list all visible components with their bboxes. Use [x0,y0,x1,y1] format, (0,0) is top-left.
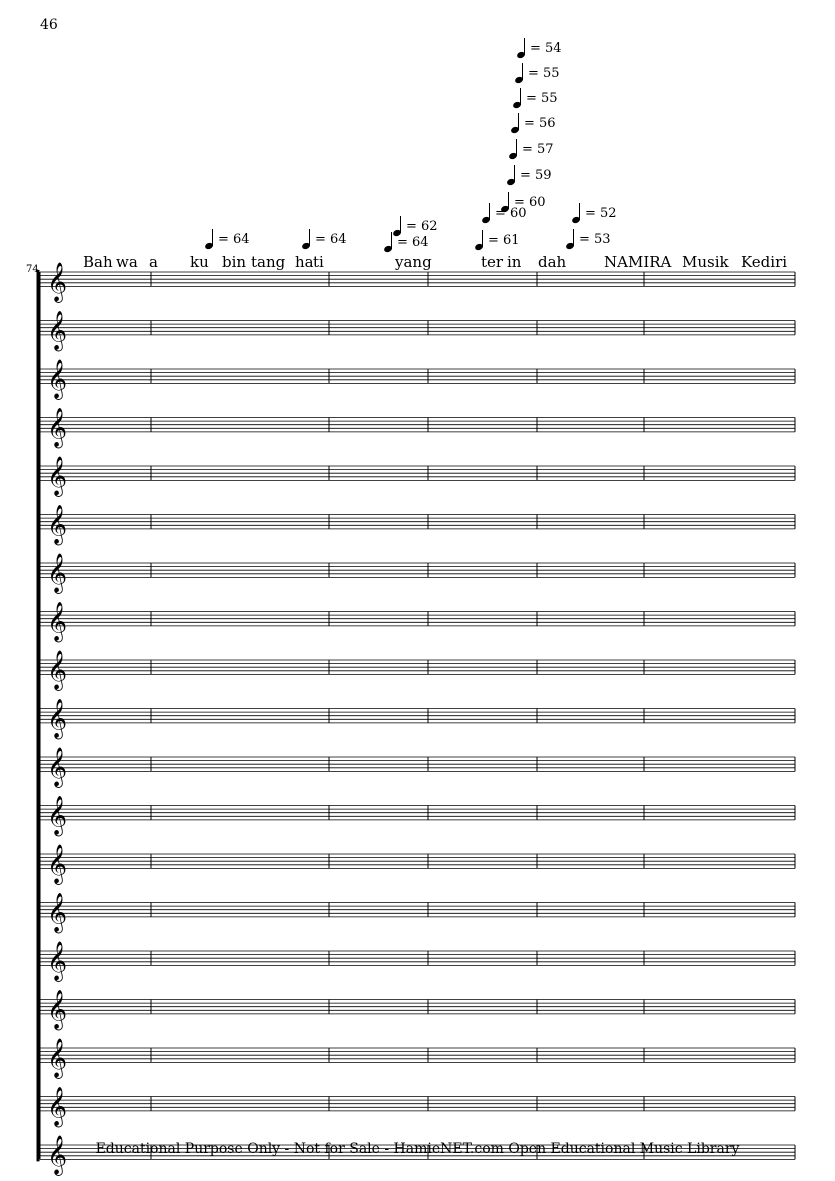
treble-clef-icon: 𝄞 [47,989,68,1030]
measure-number: 74 [26,264,39,275]
tempo-mark: = 64 [302,229,347,249]
staff [40,505,795,546]
lyric-syllable: Bah [83,253,113,271]
treble-clef-icon: 𝄞 [47,407,68,448]
treble-clef-icon: 𝄞 [47,1135,68,1175]
staff [40,796,795,837]
staff [40,844,795,885]
tempo-mark: = 56 [511,113,556,133]
lyric-syllable: a [149,253,158,271]
treble-clef-icon: 𝄞 [47,601,68,642]
treble-clef-icon: 𝄞 [47,698,68,739]
staff [40,262,795,303]
tempo-mark: = 52 [572,203,617,223]
staff [40,456,795,497]
staff [40,1087,795,1128]
treble-clef-icon: 𝄞 [47,941,68,981]
treble-clef-icon: 𝄞 [47,504,68,545]
lyric-syllable: bin [222,253,247,271]
tempo-mark: = 64 [205,229,250,249]
staff [40,553,795,594]
treble-clef-icon: 𝄞 [47,1038,68,1078]
lyric-syllable: ter [481,253,504,271]
staff [40,408,795,449]
treble-clef-icon: 𝄞 [47,844,68,884]
page-number: 46 [40,17,58,33]
treble-clef-icon: 𝄞 [47,892,68,933]
lyric-syllable: in [507,253,522,271]
staff [40,893,795,934]
lyric-syllable: ku [190,253,209,271]
treble-clef-icon: 𝄞 [47,650,68,690]
tempo-mark: = 62 [393,216,438,236]
treble-clef-icon: 𝄞 [47,795,68,836]
lyric-syllable: NAMIRA [604,253,672,271]
staff [40,1038,795,1079]
tempo-mark: = 54 [517,38,562,58]
lyric-syllable: Kediri [741,253,788,271]
treble-clef-icon: 𝄞 [47,456,68,496]
tempo-mark: = 59 [507,165,552,185]
tempo-mark: = 53 [566,229,611,249]
lyric-syllable: wa [116,253,138,271]
lyric-syllable: dah [538,253,567,271]
staff [40,311,795,352]
staff [40,359,795,400]
tempo-mark: = 64 [384,232,429,252]
tempo-mark: = 60 [482,203,527,223]
treble-clef-icon: 𝄞 [47,310,68,351]
footer-copyright: Educational Purpose Only - Not for Sale - HamieNET.com Open Educational Music Library [95,1141,740,1157]
lyric-syllable: tang [251,253,286,271]
treble-clef-icon: 𝄞 [47,262,68,302]
tempo-mark: = 60 [501,192,546,212]
tempo-mark: = 61 [475,230,520,250]
staff [40,699,795,740]
tempo-mark: = 57 [509,139,554,159]
treble-clef-icon: 𝄞 [47,359,68,399]
lyric-syllable: ti [313,253,324,271]
staff [40,650,795,691]
staff [40,747,795,788]
lyric-syllable: Musik [682,253,729,271]
lyric-syllable: ha [295,253,314,271]
treble-clef-icon: 𝄞 [47,553,68,593]
tempo-mark: = 55 [513,88,558,108]
staff [40,602,795,643]
treble-clef-icon: 𝄞 [47,747,68,787]
staff [40,990,795,1031]
staff [40,941,795,982]
tempo-mark: = 55 [515,63,560,83]
treble-clef-icon: 𝄞 [47,1086,68,1127]
lyric-syllable: yang [395,253,432,271]
